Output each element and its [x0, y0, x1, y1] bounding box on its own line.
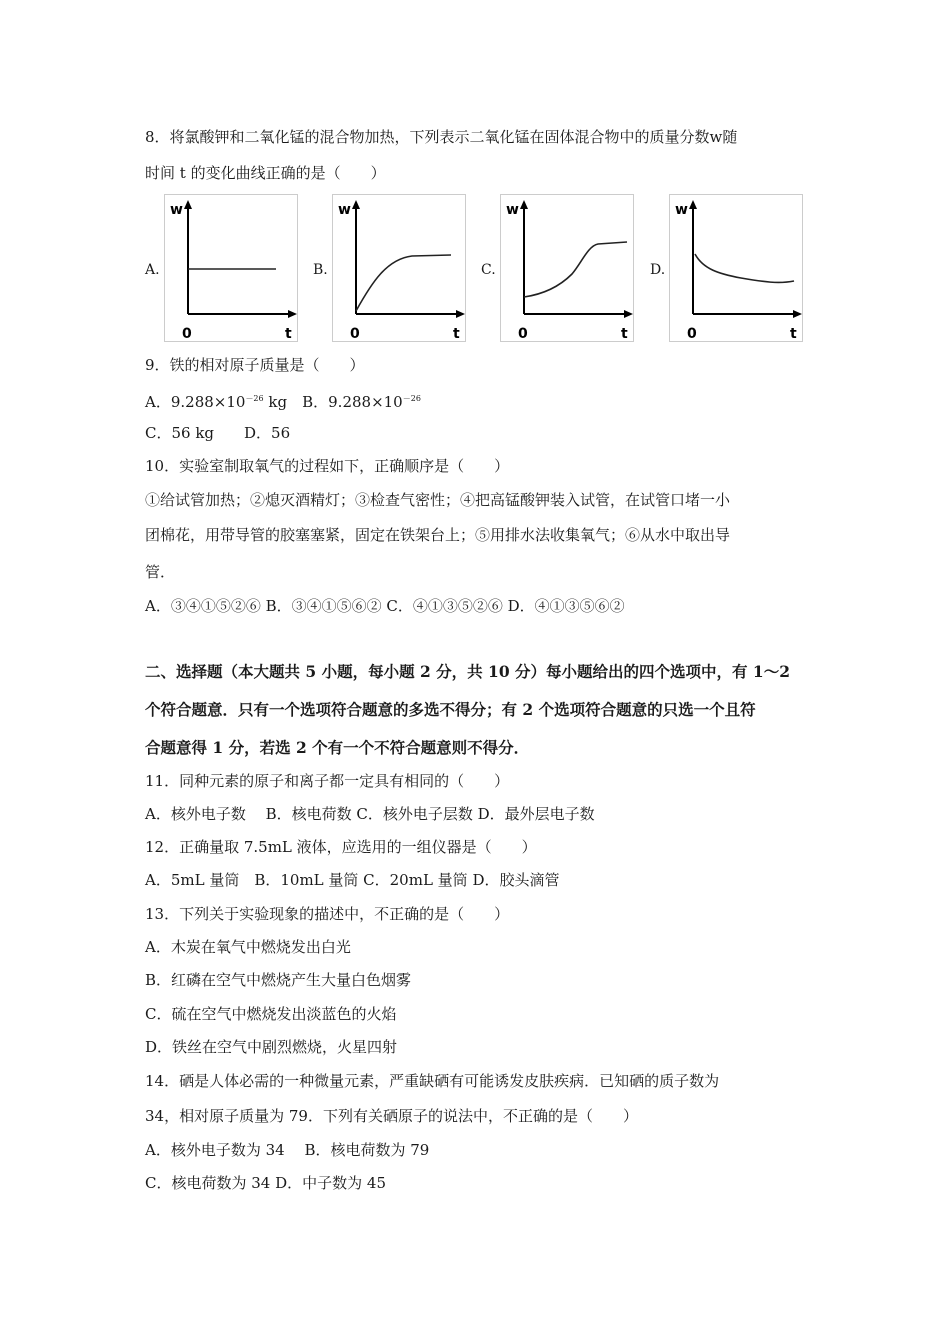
- q8-graph-c: [500, 194, 634, 342]
- q8-stem-line2: 时间 t 的变化曲线正确的是（ ）: [145, 164, 386, 182]
- q8-option-b-label: B.: [313, 262, 328, 278]
- q10-steps-line1: ①给试管加热；②熄灭酒精灯；③检查气密性；④把高锰酸钾装入试管，在试管口堵一小: [145, 491, 731, 509]
- y-axis-label: w: [675, 202, 688, 218]
- q9-option-a-unit: kg: [263, 393, 288, 411]
- q13-option-a: A．木炭在氧气中燃烧发出白光: [145, 938, 351, 956]
- section2-instructions-line1: 二、选择题（本大题共 5 小题，每小题 2 分，共 10 分）每小题给出的四个选项中，有 1～2: [145, 662, 790, 681]
- q14-options-ab: A．核外电子数为 34 B．核电荷数为 79: [145, 1141, 430, 1159]
- q11-options: A．核外电子数 B．核电荷数 C．核外电子层数 D．最外层电子数: [145, 805, 595, 823]
- q12-stem: 12．正确量取 7.5mL 液体，应选用的一组仪器是（ ）: [145, 838, 537, 856]
- q8-option-a-label: A.: [145, 262, 160, 278]
- q14-options-cd: C．核电荷数为 34 D．中子数为 45: [145, 1174, 386, 1192]
- q8-stem-line1: 8．将氯酸钾和二氧化锰的混合物加热，下列表示二氧化锰在固体混合物中的质量分数w随: [145, 128, 738, 146]
- q9-option-b-exponent: －26: [402, 394, 421, 403]
- q13-option-c: C．硫在空气中燃烧发出淡蓝色的火焰: [145, 1005, 397, 1023]
- q11-stem: 11．同种元素的原子和离子都一定具有相同的（ ）: [145, 772, 510, 790]
- origin-label: 0: [350, 326, 360, 342]
- y-axis-label: w: [506, 202, 519, 218]
- y-axis-label: w: [170, 202, 183, 218]
- x-axis-label: t: [790, 326, 797, 342]
- section2-instructions-line2: 个符合题意．只有一个选项符合题意的多选不得分；有 2 个选项符合题意的只选一个且符: [145, 700, 756, 719]
- y-axis-label: w: [338, 202, 351, 218]
- origin-label: 0: [687, 326, 697, 342]
- q13-option-d: D．铁丝在空气中剧烈燃烧，火星四射: [145, 1038, 398, 1056]
- q10-stem: 10．实验室制取氧气的过程如下，正确顺序是（ ）: [145, 457, 510, 475]
- q9-stem: 9．铁的相对原子质量是（ ）: [145, 356, 365, 374]
- q14-stem-line1: 14．硒是人体必需的一种微量元素，严重缺硒有可能诱发皮肤疾病．已知硒的质子数为: [145, 1072, 720, 1090]
- q8-option-c-label: C.: [481, 262, 496, 278]
- q8-option-d-label: D.: [650, 262, 666, 278]
- q9-option-a-exponent: －26: [245, 394, 264, 403]
- q9-options-ab: [145, 389, 421, 412]
- q12-options: A．5mL 量筒 B．10mL 量筒 C．20mL 量筒 D．胶头滴管: [145, 871, 560, 889]
- q8-graph-b: [332, 194, 466, 342]
- q8-graph-a: [164, 194, 298, 342]
- q8-graph-d: [669, 194, 803, 342]
- origin-label: 0: [182, 326, 192, 342]
- x-axis-label: t: [453, 326, 460, 342]
- q13-option-b: B．红磷在空气中燃烧产生大量白色烟雾: [145, 971, 412, 989]
- origin-label: 0: [518, 326, 528, 342]
- q14-stem-line2: 34，相对原子质量为 79．下列有关硒原子的说法中，不正确的是（ ）: [145, 1107, 638, 1125]
- section2-instructions-line3: 合题意得 1 分，若选 2 个有一个不符合题意则不得分．: [145, 738, 530, 757]
- q9-options-cd: C．56 kg D．56: [145, 424, 291, 442]
- q13-stem: 13．下列关于实验现象的描述中，不正确的是（ ）: [145, 905, 510, 923]
- q10-steps-line3: 管．: [145, 563, 176, 581]
- x-axis-label: t: [285, 326, 292, 342]
- q10-options: A．③④①⑤②⑥ B．③④①⑤⑥② C．④①③⑤②⑥ D．④①③⑤⑥②: [145, 597, 625, 615]
- q9-option-b: B．9.288×10: [302, 393, 403, 411]
- q9-option-a: A．9.288×10: [145, 393, 246, 411]
- x-axis-label: t: [621, 326, 628, 342]
- q10-steps-line2: 团棉花，用带导管的胶塞塞紧，固定在铁架台上；⑤用排水法收集氧气；⑥从水中取出导: [145, 526, 731, 544]
